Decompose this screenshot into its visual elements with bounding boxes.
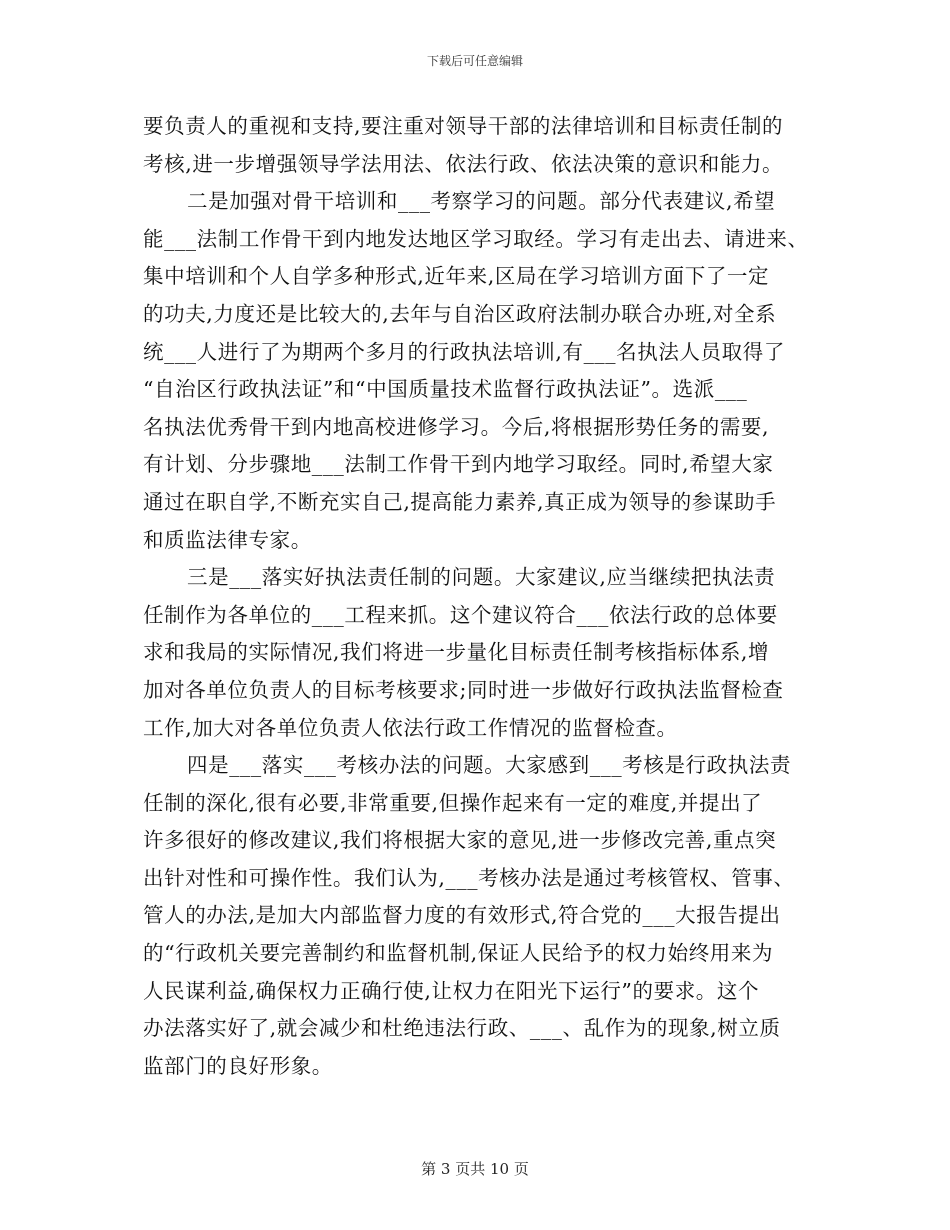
paragraph-start-line: 三是___落实好执法责任制的问题。大家建议,应当继续把执法责 [187, 565, 776, 590]
paragraph-start-line: 二是加强对骨干培训和___考察学习的问题。部分代表建议,希望 [187, 189, 776, 214]
text-line: 考核,进一步增强领导学法用法、依法行政、依法决策的意识和能力。 [143, 151, 784, 176]
text-line: 管人的办法,是加大内部监督力度的有效形式,符合党的___大报告提出 [143, 903, 781, 928]
text-line: 名执法优秀骨干到内地高校进修学习。今后,将根据形势任务的需要, [143, 414, 770, 439]
text-line: 人民谋利益,确保权力正确行使,让权力在阳光下运行”的要求。这个 [143, 978, 760, 1003]
text-line: 任制作为各单位的___工程来抓。这个建议符合___依法行政的总体要 [143, 602, 778, 627]
text-line: 办法落实好了,就会减少和杜绝违法行政、___、乱作为的现象,树立质 [143, 1016, 781, 1041]
text-line: 和质监法律专家。 [143, 527, 312, 552]
text-line: 工作,加大对各单位负责人依法行政工作情况的监督检查。 [143, 715, 678, 740]
text-line: 许多很好的修改建议,我们将根据大家的意见,进一步修改完善,重点突 [143, 828, 777, 853]
text-line: 能___法制工作骨干到内地发达地区学习取经。学习有走出去、请进来、 [143, 226, 809, 251]
document-body [143, 108, 811, 1085]
text-line: 要负责人的重视和支持,要注重对领导干部的法律培训和目标责任制的 [143, 114, 784, 138]
text-line: 的“行政机关要完善制约和监督机制,保证人民给予的权力始终用来为 [143, 941, 774, 966]
page-number-footer: 第 3 页共 10 页 [421, 1160, 529, 1178]
text-line: 加对各单位负责人的目标考核要求;同时进一步做好行政执法监督检查 [143, 677, 784, 702]
text-line: 统___人进行了为期两个多月的行政执法培训,有___名执法人员取得了 [143, 339, 785, 364]
text-line: 集中培训和个人自学多种形式,近年来,区局在学习培训方面下了一定 [143, 264, 770, 289]
paragraph-start-line: 四是___落实___考核办法的问题。大家感到___考核是行政执法责 [187, 753, 792, 778]
page-header-note: 下载后可任意编辑 [426, 54, 523, 68]
text-line: 监部门的良好形象。 [143, 1053, 333, 1078]
text-line: 的功夫,力度还是比较大的,去年与自治区政府法制办联合办班,对全系 [143, 301, 777, 326]
text-line: 求和我局的实际情况,我们将进一步量化目标责任制考核指标体系,增 [143, 640, 770, 665]
text-line: 有计划、分步骤地___法制工作骨干到内地学习取经。同时,希望大家 [143, 452, 774, 477]
text-line: 通过在职自学,不断充实自己,提高能力素养,真正成为领导的参谋助手 [143, 489, 777, 514]
text-line: 任制的深化,很有必要,非常重要,但操作起来有一定的难度,并提出了 [143, 790, 763, 815]
text-line: 出针对性和可操作性。我们认为,___考核办法是通过考核管权、管事、 [143, 865, 795, 890]
text-line: “自治区行政执法证”和“中国质量技术监督行政执法证”。选派___ [143, 377, 748, 402]
